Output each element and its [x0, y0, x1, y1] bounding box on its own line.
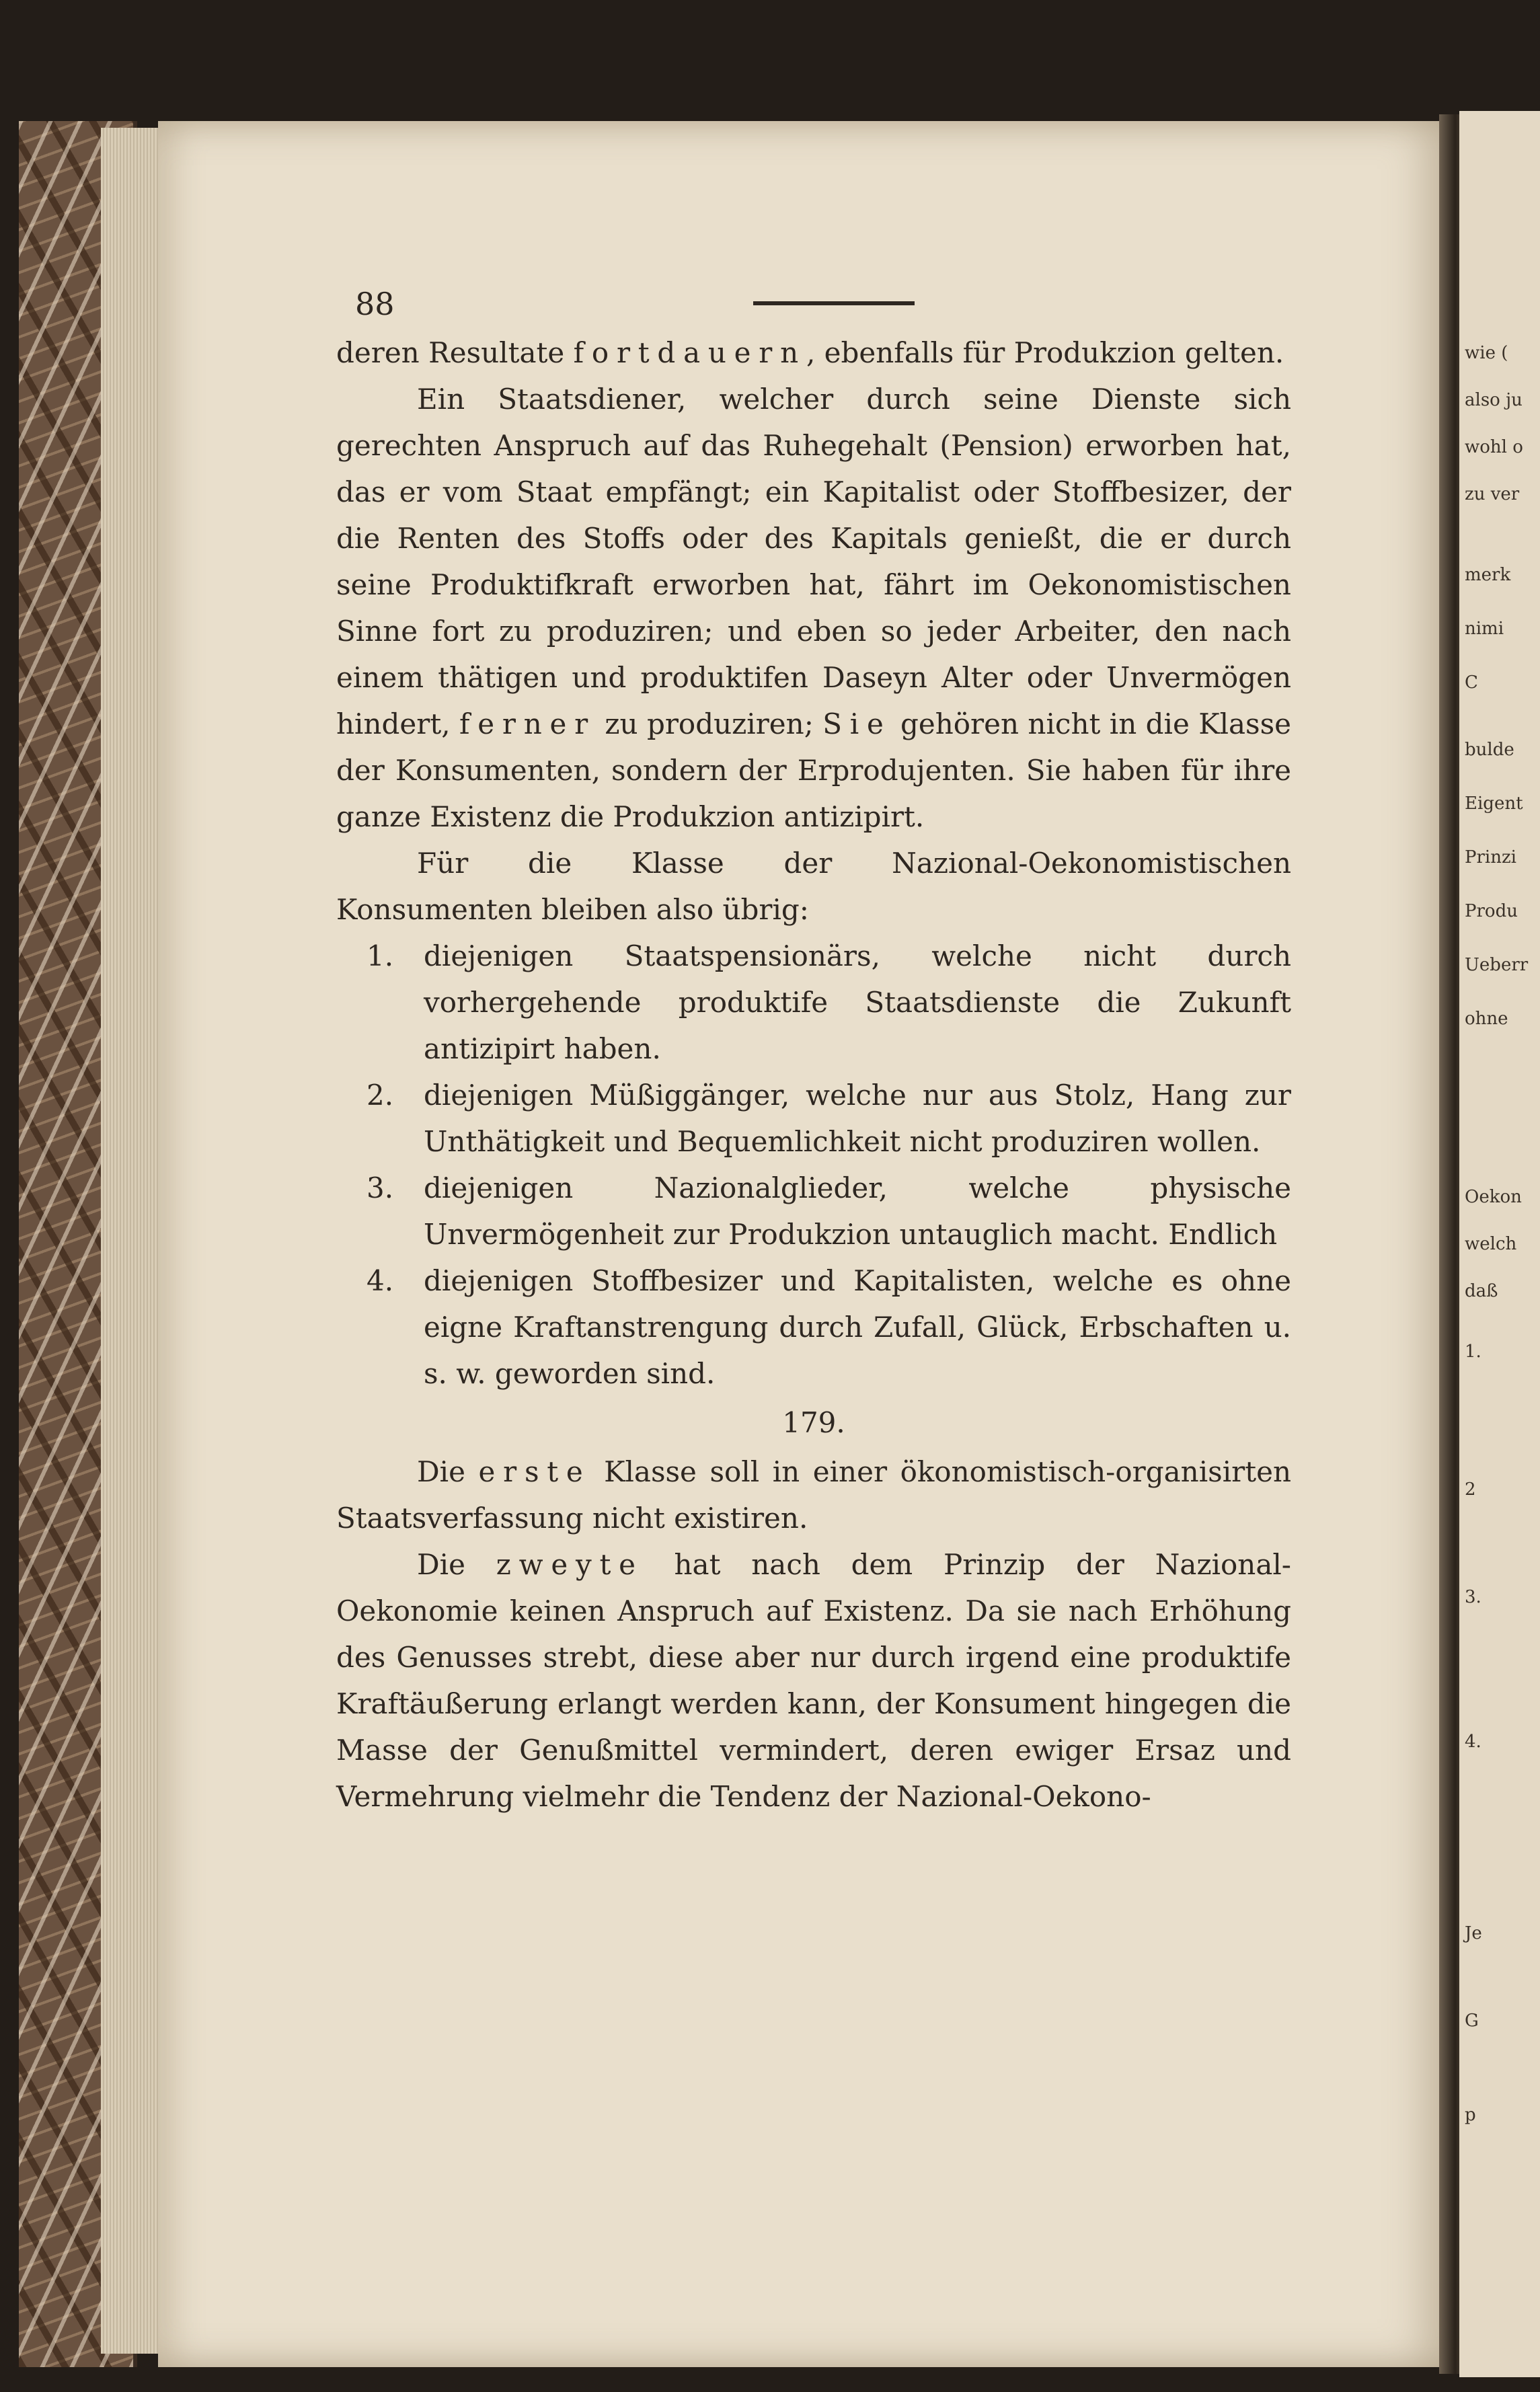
- list-item: [336, 933, 1291, 1072]
- page-number: 88: [355, 286, 395, 322]
- list-item: [336, 1072, 1291, 1165]
- list-number: 2.: [367, 1079, 394, 1112]
- section-number: 179.: [782, 1406, 845, 1439]
- emphasized-word: zweyte: [496, 1548, 644, 1581]
- adjacent-fragment: Prinzi: [1465, 847, 1516, 867]
- list-text: diejenigen Nazionalglieder, welche physische Unvermögenheit zur Produkzion untauglich macht. Endlich: [424, 1171, 1291, 1251]
- adjacent-fragment: Produ: [1465, 901, 1518, 921]
- page-header: [336, 256, 1291, 330]
- list-number: 3.: [367, 1171, 394, 1204]
- paragraph: [336, 1541, 1291, 1820]
- paragraph-text: Die: [417, 1548, 496, 1581]
- paragraph-text: , ebenfalls für Produkzion gelten.: [806, 336, 1284, 369]
- adjacent-fragment: also ju: [1465, 390, 1523, 410]
- paragraph: Für die Klasse der Nazional-Oekonomistischen Konsumenten bleiben also übrig:: [336, 847, 1291, 926]
- adjacent-fragment: Ueberr: [1465, 955, 1529, 975]
- adjacent-fragment: Oekon: [1465, 1187, 1522, 1207]
- list-text: diejenigen Stoffbesizer und Kapitalisten, welche es ohne eigne Kraftanstrengung durch Zufall, Glück, Erbschaften u. s. w. geworden sind.: [424, 1264, 1291, 1390]
- adjacent-fragment: bulde: [1465, 740, 1514, 760]
- paragraph: [336, 376, 1291, 840]
- emphasized-word: fortdauern: [573, 336, 806, 369]
- paragraph: [336, 1449, 1291, 1541]
- paragraph-text: Klasse soll in einer ökonomistisch-organisirten Staatsverfassung nicht existiren.: [336, 1455, 1291, 1535]
- adjacent-fragment: 2: [1465, 1479, 1476, 1500]
- adjacent-fragment: 3.: [1465, 1587, 1481, 1607]
- paragraph-continued: [336, 330, 1291, 376]
- page-text-block: [336, 256, 1291, 1820]
- adjacent-fragment: 4.: [1465, 1732, 1481, 1752]
- adjacent-fragment: Je: [1465, 1923, 1482, 1943]
- adjacent-fragment: wie (: [1465, 343, 1508, 363]
- adjacent-fragment: ohne: [1465, 1009, 1508, 1029]
- list-item: [336, 1258, 1291, 1397]
- list-text: diejenigen Staatspensionärs, welche nicht durch vorhergehende produktife Staatsdienste die Zukunft antizipirt haben.: [424, 939, 1291, 1065]
- list-number: 1.: [367, 939, 394, 972]
- list-text: diejenigen Müßiggänger, welche nur aus Stolz, Hang zur Unthätigkeit und Bequemlichkeit nicht produziren wollen.: [424, 1079, 1291, 1158]
- adjacent-fragment: daß: [1465, 1281, 1498, 1301]
- paragraph-text: Die: [417, 1455, 479, 1488]
- adjacent-fragment: C: [1465, 672, 1478, 693]
- header-rule: [753, 301, 915, 305]
- list-item: [336, 1165, 1291, 1258]
- emphasized-word: ferner: [459, 707, 596, 740]
- adjacent-fragment: zu ver: [1465, 484, 1520, 504]
- adjacent-fragment: merk: [1465, 565, 1511, 585]
- adjacent-fragment: nimi: [1465, 619, 1504, 639]
- emphasized-word: erste: [478, 1455, 591, 1488]
- list-number: 4.: [367, 1264, 394, 1297]
- adjacent-fragment: 1.: [1465, 1342, 1481, 1362]
- paragraph-text: zu produziren;: [596, 707, 823, 740]
- adjacent-fragment: G: [1465, 2011, 1479, 2031]
- paragraph-text: Ein Staatsdiener, welcher durch seine Dienste sich gerechten Anspruch auf das Ruhegehalt (Pension) erworben hat, das er vom Staat empfängt; ein Kapitalist oder Stoffbesizer, der die Renten des Stoffs oder des Kapitals genießt, die er durch seine Produktifkraft erworben hat, fährt im Oekonomistischen Sinne fort zu produziren; und eben so jeder Arbeiter, den nach einem thätigen und produktifen Daseyn Alter oder Unvermögen hindert,: [336, 383, 1291, 740]
- paragraph-text: hat nach dem Prinzip der Nazional-Oekonomie keinen Anspruch auf Existenz. Da sie nach Erhöhung des Genusses strebt, diese aber nur durch irgend eine produktife Kraftäußerung erlangt werden kann, der Konsument hingegen die Masse der Genußmittel vermindert, deren ewiger Ersaz und Vermehrung vielmehr die Tendenz der Nazional-Oekono-: [336, 1548, 1291, 1813]
- adjacent-fragment: p: [1465, 2105, 1476, 2125]
- paragraph-text: deren Resultate: [336, 336, 574, 369]
- adjacent-fragment: wohl o: [1465, 437, 1523, 457]
- adjacent-fragment: welch: [1465, 1234, 1517, 1254]
- adjacent-fragment: Eigent: [1465, 794, 1523, 814]
- adjacent-page: [1459, 111, 1540, 2377]
- emphasized-word: Sie: [822, 707, 892, 740]
- paragraph-text: gehören nicht in die Klasse der Konsumenten, sondern der Erprodujenten. Sie haben für ihre ganze Existenz die Produkzion antizipirt.: [336, 707, 1292, 833]
